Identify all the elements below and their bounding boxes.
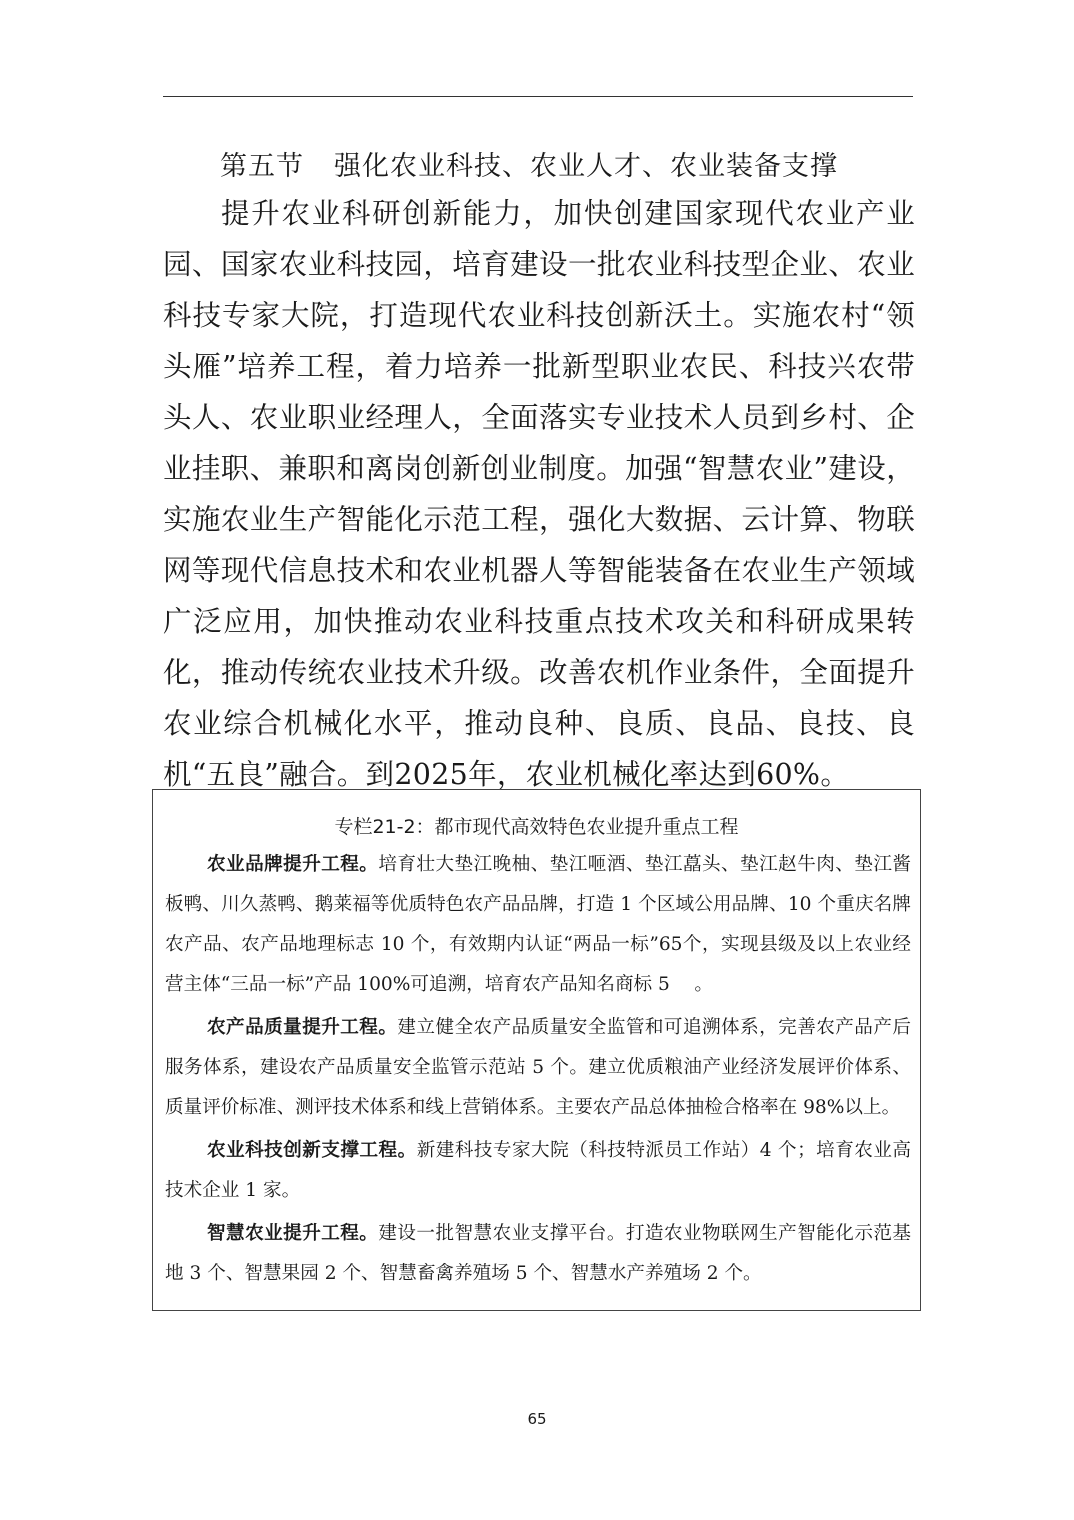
project-text: 建立健全农产品质量安全监管和可追溯体系，完善农产品产后服务体系，建设农产品质量安全监管示范站 5 个。建立优质粮油产业经济发展评价体系、质量评价标准、测评技术体系和线上营销体系。主要农产品总体抽检合格率在 98%以上。 bbox=[165, 1017, 911, 1118]
project-lead: 农业科技创新支撑工程。 bbox=[207, 1140, 417, 1161]
project-lead: 智慧农业提升工程。 bbox=[207, 1223, 379, 1244]
project-lead: 农业品牌提升工程。 bbox=[207, 854, 379, 875]
page-number: 65 bbox=[527, 1410, 547, 1428]
body-paragraph: 提升农业科研创新能力，加快创建国家现代农业产业园、国家农业科技园，培育建设一批农业科技型企业、农业科技专家大院，打造现代农业科技创新沃土。实施农村“领头雁”培养工程，着力培养一批新型职业农民、科技兴农带头人、农业职业经理人，全面落实专业技术人员到乡村、企业挂职、兼职和离岗创新创业制度。加强“智慧农业”建设，实施农业生产智能化示范工程，强化大数据、云计算、物联网等现代信息技术和农业机器人等智能装备在农业生产领域广泛应用，加快推动农业科技重点技术攻关和科研成果转化，推动传统农业技术升级。改善农机作业条件，全面提升农业综合机械化水平，推动良种、良质、良品、良技、良机“五良”融合。到2025年，农业机械化率达到60%。 bbox=[163, 197, 915, 791]
project-text: 培育壮大垫江晚柚、垫江咂酒、垫江藠头、垫江赵牛肉、垫江酱板鸭、川久蒸鸭、鹅莱福等优质特色农产品品牌，打造 1 个区域公用品牌、10 个重庆名牌农产品、农产品地理标志 10 个，有效期内认证“两品一标”65个，实现县级及以上农业经营主体“三品一标”产品 100%可追溯，培育农产品知名商标 5 。 bbox=[165, 854, 911, 995]
project-text: 新建科技专家大院（科技特派员工作站）4 个；培育农业高技术企业 1 家。 bbox=[165, 1140, 911, 1201]
project-text: 建设一批智慧农业支撑平台。打造农业物联网生产智能化示范基地 3 个、智慧果园 2 个、智慧畜禽养殖场 5 个、智慧水产养殖场 2 个。 bbox=[165, 1223, 911, 1284]
feature-box-body bbox=[165, 845, 911, 1297]
project-item bbox=[165, 845, 911, 1005]
section-heading bbox=[220, 144, 838, 183]
project-item bbox=[165, 1008, 911, 1128]
section-number: 第五节 bbox=[220, 151, 304, 182]
project-item bbox=[165, 1131, 911, 1211]
header-rule bbox=[163, 96, 913, 97]
feature-box bbox=[152, 789, 921, 1311]
project-lead: 农产品质量提升工程。 bbox=[207, 1017, 398, 1038]
section-title: 强化农业科技、农业人才、农业装备支撑 bbox=[334, 151, 838, 182]
feature-box-title: 专栏21-2：都市现代高效特色农业提升重点工程 bbox=[334, 816, 739, 838]
project-item bbox=[165, 1214, 911, 1294]
